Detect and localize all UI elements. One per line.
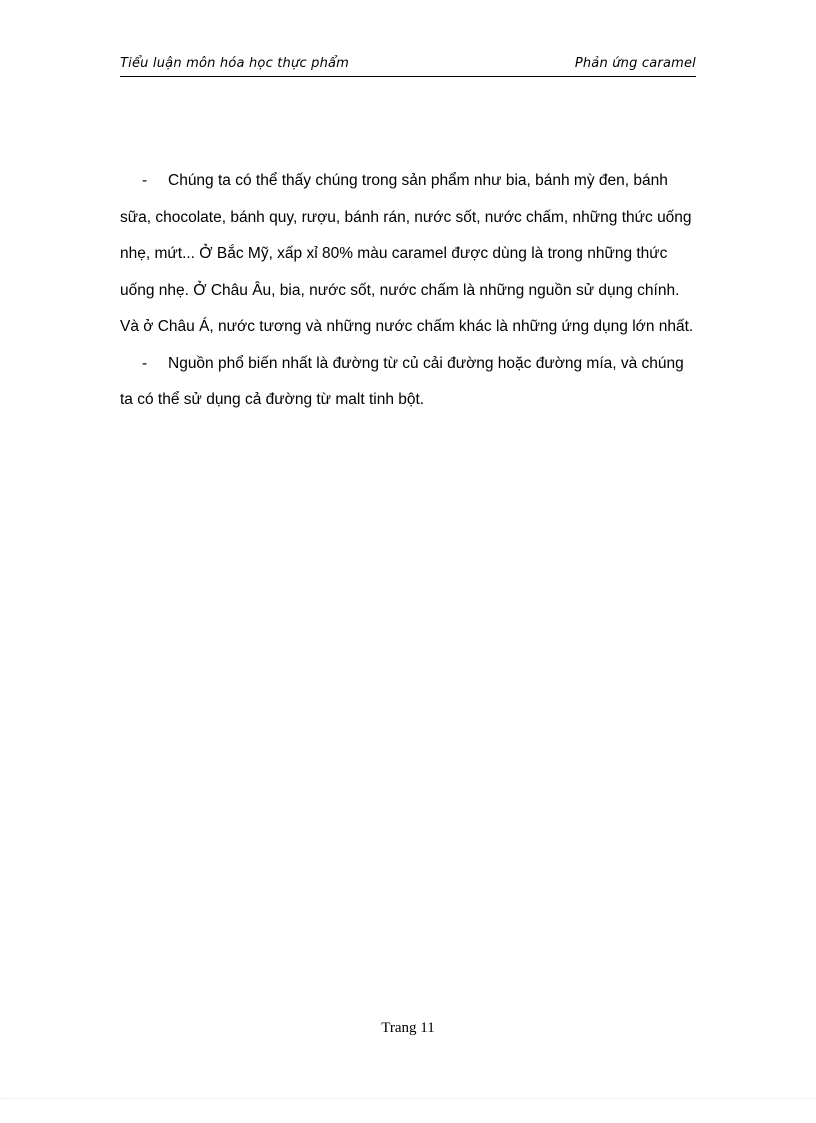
page-header — [120, 52, 696, 78]
paragraph-text: Chúng ta có thể thấy chúng trong sản phẩm như bia, bánh mỳ đen, bánh sữa, chocolate, bánh quy, rượu, bánh rán, nước sốt, nước chấm, những thức uống nhẹ, mứt... Ở Bắc Mỹ, xấp xỉ 80% màu caramel được dùng là trong những thức uống nhẹ. Ở Châu Âu, bia, nước sốt, nước chấm là những nguồn sử dụng chính. Và ở Châu Á, nước tương và những nước chấm khác là những ứng dụng lớn nhất. — [120, 172, 694, 335]
paragraph-text: Nguồn phổ biến nhất là đường từ củ cải đường hoặc đường mía, và chúng ta có thể sử dụng cả đường từ malt tinh bột. — [120, 354, 684, 408]
bullet-dash: - — [142, 172, 148, 189]
bullet-dash: - — [142, 354, 148, 372]
header-divider — [120, 76, 696, 77]
paragraph-sugar-sources — [120, 346, 700, 419]
page-number: Trang 11 — [381, 1020, 435, 1036]
paragraph-usage-examples — [120, 163, 700, 346]
header-section-title: Phản ứng caramel — [574, 56, 696, 71]
body-content — [120, 163, 700, 419]
header-document-title: Tiểu luận môn hóa học thực phẩm — [120, 56, 350, 71]
page-bottom-divider — [0, 1098, 816, 1099]
